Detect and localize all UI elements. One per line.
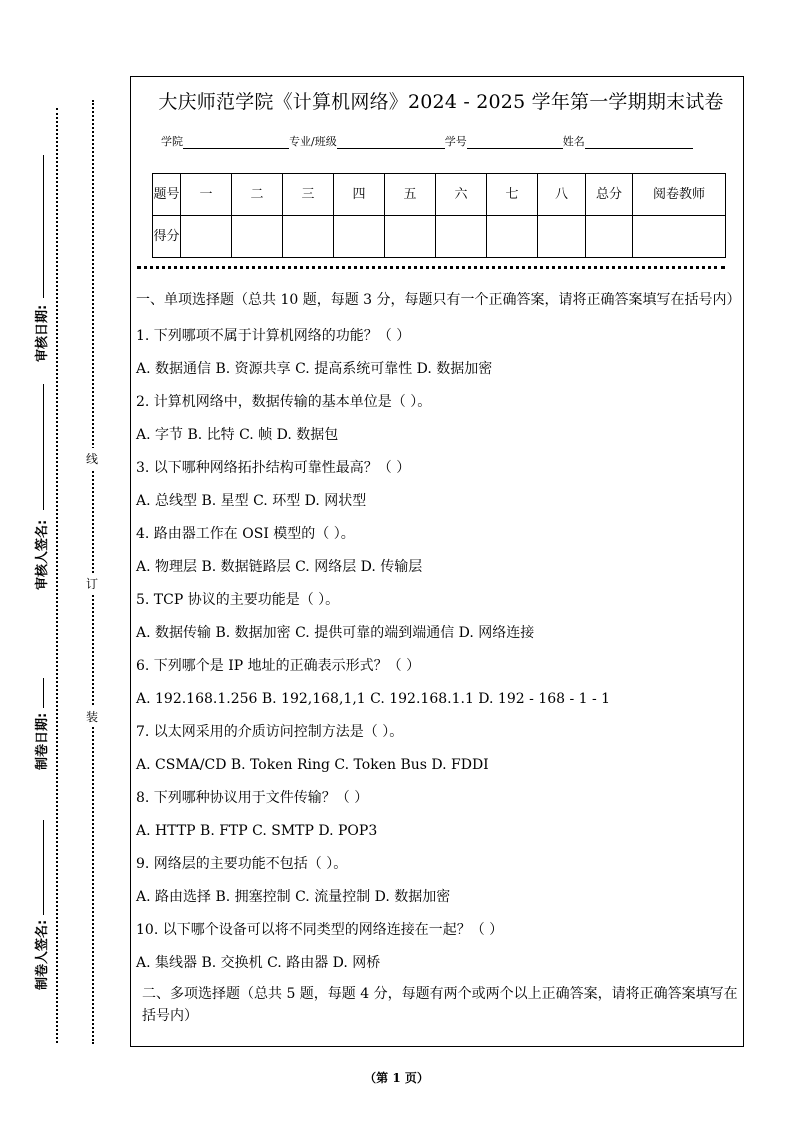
make-date-line bbox=[43, 678, 44, 708]
score-cell[interactable] bbox=[232, 216, 283, 258]
section1-heading: 一、单项选择题（总共 10 题，每题 3 分，每题只有一个正确答案，请将正确答案填写在括号内） bbox=[136, 292, 741, 308]
student-info-row bbox=[161, 133, 693, 149]
score-header-cell: 一 bbox=[181, 174, 232, 216]
score-cell[interactable] bbox=[586, 216, 633, 258]
score-cell[interactable] bbox=[283, 216, 334, 258]
make-date-label: 制卷日期: bbox=[35, 712, 50, 770]
reviewer-sign-line bbox=[43, 384, 44, 510]
exam-body bbox=[136, 289, 740, 1027]
seal-dotted-line-left bbox=[56, 108, 58, 1043]
score-header-cell: 七 bbox=[487, 174, 538, 216]
score-header-cell: 五 bbox=[385, 174, 436, 216]
question-4: 4. 路由器工作在 OSI 模型的（ ）。 bbox=[136, 526, 355, 542]
college-label: 学院 bbox=[161, 135, 183, 148]
question-9: 9. 网络层的主要功能不包括（ ）。 bbox=[136, 856, 348, 872]
question-8-options: A. HTTP B. FTP C. SMTP D. POP3 bbox=[136, 823, 378, 839]
page-number: （第 1 页） bbox=[364, 1071, 429, 1085]
question-5: 5. TCP 协议的主要功能是（ ）。 bbox=[136, 592, 340, 608]
score-cell[interactable] bbox=[436, 216, 487, 258]
score-header-cell: 二 bbox=[232, 174, 283, 216]
score-table-score-row bbox=[153, 216, 726, 258]
question-6-options: A. 192.168.1.256 B. 192,168,1,1 C. 192.168.1.1 D. 192 - 168 - 1 - 1 bbox=[136, 691, 611, 707]
reviewer-sign-label: 审核人签名: bbox=[35, 519, 50, 590]
score-table bbox=[152, 173, 726, 258]
question-1-options: A. 数据通信 B. 资源共享 C. 提高系统可靠性 D. 数据加密 bbox=[136, 361, 493, 377]
question-4-options: A. 物理层 B. 数据链路层 C. 网络层 D. 传输层 bbox=[136, 559, 423, 575]
seal-dotted-line-right bbox=[92, 100, 94, 1044]
score-cell[interactable] bbox=[334, 216, 385, 258]
score-header-cell: 八 bbox=[538, 174, 586, 216]
score-cell[interactable] bbox=[385, 216, 436, 258]
score-row-label: 得分 bbox=[153, 216, 181, 258]
question-5-options: A. 数据传输 B. 数据加密 C. 提供可靠的端到端通信 D. 网络连接 bbox=[136, 625, 535, 641]
question-9-options: A. 路由选择 B. 拥塞控制 C. 流量控制 D. 数据加密 bbox=[136, 889, 451, 905]
question-10-options: A. 集线器 B. 交换机 C. 路由器 D. 网桥 bbox=[136, 955, 381, 971]
score-cell[interactable] bbox=[538, 216, 586, 258]
score-header-cell: 总分 bbox=[586, 174, 633, 216]
exam-frame bbox=[130, 76, 744, 1047]
review-date-label: 审核日期: bbox=[35, 304, 50, 362]
score-header-cell: 四 bbox=[334, 174, 385, 216]
question-7: 7. 以太网采用的介质访问控制方法是（ ）。 bbox=[136, 724, 404, 740]
name-label: 姓名 bbox=[562, 135, 585, 148]
score-header-cell: 题号 bbox=[153, 174, 181, 216]
score-header-cell: 六 bbox=[436, 174, 487, 216]
score-cell[interactable] bbox=[181, 216, 232, 258]
score-header-cell: 三 bbox=[283, 174, 334, 216]
major-label: 专业/班级 bbox=[289, 135, 337, 148]
question-6: 6. 下列哪个是 IP 地址的正确表示形式？（ ） bbox=[136, 658, 421, 674]
seal-char-zhuang: 装 bbox=[86, 706, 98, 727]
question-3: 3. 以下哪种网络拓扑结构可靠性最高？（ ） bbox=[136, 460, 411, 476]
seal-char-xian: 线 bbox=[86, 448, 98, 469]
college-blank[interactable] bbox=[183, 135, 289, 149]
question-2: 2. 计算机网络中，数据传输的基本单位是（ ）。 bbox=[136, 394, 432, 410]
student-id-blank[interactable] bbox=[467, 135, 563, 149]
question-8: 8. 下列哪种协议用于文件传输？（ ） bbox=[136, 790, 369, 806]
maker-sign-line bbox=[43, 820, 44, 915]
score-header-cell: 阅卷教师 bbox=[633, 174, 726, 216]
exam-title: 大庆师范学院《计算机网络》2024 - 2025 学年第一学期期末试卷 bbox=[158, 91, 724, 113]
question-10: 10. 以下哪个设备可以将不同类型的网络连接在一起？（ ） bbox=[136, 922, 504, 938]
name-blank[interactable] bbox=[585, 135, 693, 149]
seal-char-ding: 订 bbox=[86, 573, 98, 594]
maker-sign-label: 制卷人签名: bbox=[35, 919, 50, 990]
score-table-header-row bbox=[153, 174, 726, 216]
question-3-options: A. 总线型 B. 星型 C. 环型 D. 网状型 bbox=[136, 493, 367, 509]
question-2-options: A. 字节 B. 比特 C. 帧 D. 数据包 bbox=[136, 427, 339, 443]
major-blank[interactable] bbox=[337, 135, 445, 149]
question-1: 1. 下列哪项不属于计算机网络的功能？（ ） bbox=[136, 328, 411, 344]
student-id-label: 学号 bbox=[444, 135, 467, 148]
dotted-separator bbox=[137, 266, 725, 269]
section2-heading: 二、多项选择题（总共 5 题，每题 4 分，每题有两个或两个以上正确答案，请将正确答案填写在括号内） bbox=[142, 986, 738, 1024]
review-date-line bbox=[43, 155, 44, 298]
question-7-options: A. CSMA/CD B. Token Ring C. Token Bus D. FDDI bbox=[136, 757, 489, 773]
score-cell[interactable] bbox=[487, 216, 538, 258]
score-cell[interactable] bbox=[633, 216, 726, 258]
